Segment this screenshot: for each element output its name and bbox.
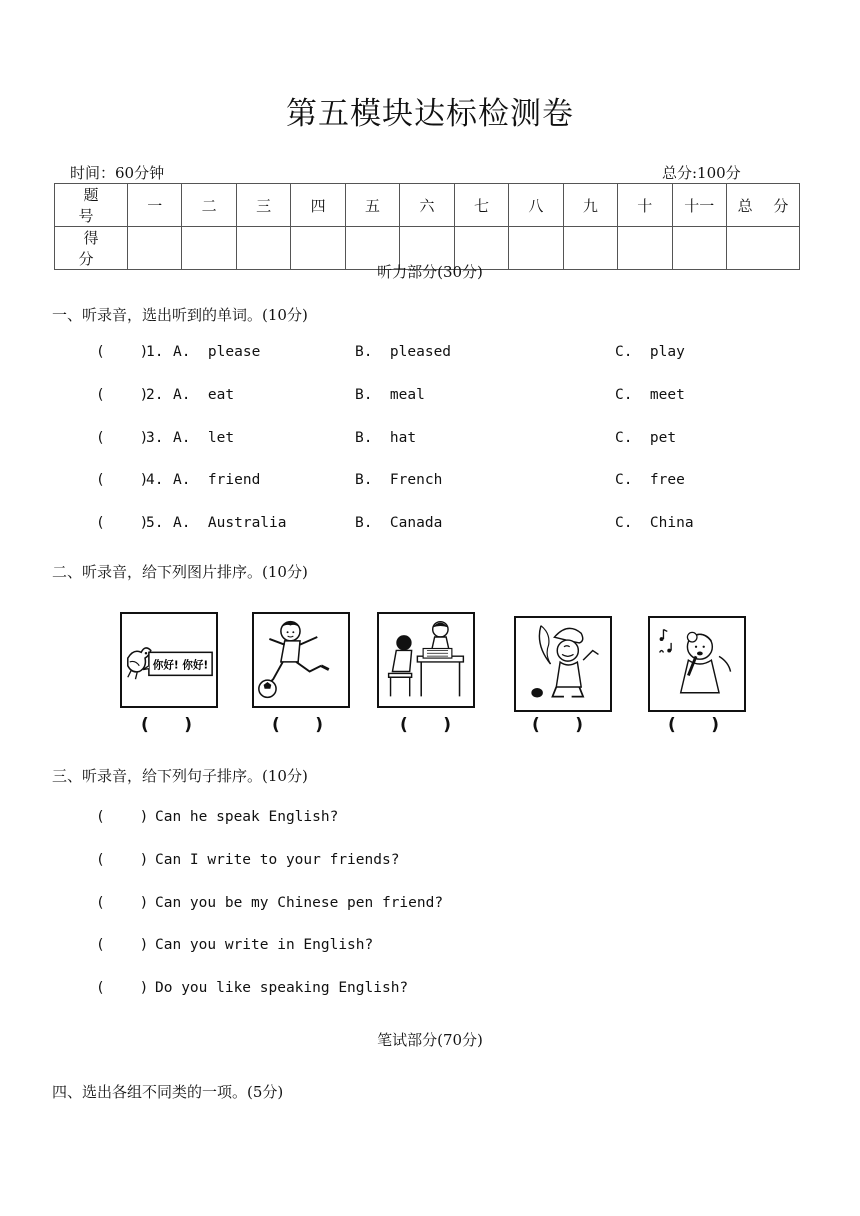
- sentence-text: Do you like speaking English?: [155, 980, 409, 996]
- sentence-text: Can you write in English?: [155, 937, 374, 953]
- answer-paren[interactable]: ( ): [96, 344, 149, 360]
- boy-football-icon: [254, 614, 348, 706]
- section3-title: 三、听录音，给下列句子排序。(10分): [52, 767, 308, 785]
- option-a: A. eat: [173, 387, 235, 403]
- option-a: A. Australia: [173, 515, 287, 531]
- sentence-text: Can you be my Chinese pen friend?: [155, 895, 444, 911]
- picture-girl-singing: [648, 616, 746, 712]
- answer-paren[interactable]: ( ): [96, 852, 149, 868]
- picture-answer-paren-1[interactable]: ( ): [141, 715, 193, 735]
- score-col-5: 五: [345, 184, 399, 227]
- option-b: B. meal: [355, 387, 425, 403]
- score-col-7: 七: [454, 184, 508, 227]
- item-number: 1.: [146, 344, 164, 360]
- score-col-9: 九: [563, 184, 617, 227]
- option-c: C. pet: [615, 430, 677, 446]
- answer-paren[interactable]: ( ): [96, 937, 149, 953]
- option-a: A. friend: [173, 472, 261, 488]
- score-table-header-row: [55, 184, 800, 227]
- item-number: 3.: [146, 430, 164, 446]
- item-number: 2.: [146, 387, 164, 403]
- answer-paren[interactable]: ( ): [96, 895, 149, 911]
- sentence-text: Can he speak English?: [155, 809, 339, 825]
- score-col-10: 十: [618, 184, 672, 227]
- answer-paren[interactable]: ( ): [96, 515, 149, 531]
- option-a: A. please: [173, 344, 261, 360]
- score-col-3: 三: [236, 184, 290, 227]
- picture-answer-paren-3[interactable]: ( ): [400, 715, 452, 735]
- picture-answer-paren-4[interactable]: ( ): [532, 715, 584, 735]
- option-b: B. French: [355, 472, 443, 488]
- option-b: B. Canada: [355, 515, 443, 531]
- option-a: A. let: [173, 430, 235, 446]
- score-col-6: 六: [400, 184, 454, 227]
- bubble-text: 你好! 你好!: [152, 659, 209, 672]
- picture-answer-paren-2[interactable]: ( ): [272, 715, 324, 735]
- score-table-row2-label: 得 分: [55, 227, 128, 270]
- picture-boy-football: [252, 612, 350, 708]
- section2-title: 二、听录音，给下列图片排序。(10分): [52, 563, 308, 581]
- total-score-label: 总分:100分: [662, 164, 741, 182]
- section1-title: 一、听录音，选出听到的单词。(10分): [52, 306, 308, 324]
- answer-paren[interactable]: ( ): [96, 472, 149, 488]
- option-b: B. pleased: [355, 344, 452, 360]
- score-col-11: 十一: [672, 184, 726, 227]
- section4-title: 四、选出各组不同类的一项。(5分): [52, 1083, 284, 1101]
- score-col-2: 二: [182, 184, 236, 227]
- picture-boys-writing: [377, 612, 475, 708]
- smurf-quill-icon: [516, 618, 610, 710]
- score-col-1: 一: [128, 184, 182, 227]
- score-table: [54, 183, 800, 270]
- option-c: C. play: [615, 344, 685, 360]
- time-label: 时间：60分钟: [70, 164, 165, 182]
- picture-answer-paren-5[interactable]: ( ): [668, 715, 720, 735]
- option-b: B. hat: [355, 430, 417, 446]
- girl-singing-icon: [650, 618, 744, 710]
- writing-header: 笔试部分(70分): [377, 1031, 483, 1049]
- picture-bird-greeting: [120, 612, 218, 708]
- sentence-text: Can I write to your friends?: [155, 852, 400, 868]
- listening-header: 听力部分(30分): [377, 263, 483, 281]
- option-c: C. China: [615, 515, 694, 531]
- answer-paren[interactable]: ( ): [96, 980, 149, 996]
- option-c: C. free: [615, 472, 685, 488]
- score-col-total: 总 分: [727, 184, 800, 227]
- item-number: 5.: [146, 515, 164, 531]
- option-c: C. meet: [615, 387, 685, 403]
- page-title: 第五模块达标检测卷: [286, 96, 574, 132]
- score-table-row1-label: 题 号: [55, 184, 128, 227]
- answer-paren[interactable]: ( ): [96, 387, 149, 403]
- answer-paren[interactable]: ( ): [96, 430, 149, 446]
- item-number: 4.: [146, 472, 164, 488]
- picture-smurf-writing: [514, 616, 612, 712]
- score-col-4: 四: [291, 184, 345, 227]
- bird-icon: [122, 614, 216, 706]
- answer-paren[interactable]: ( ): [96, 809, 149, 825]
- score-col-8: 八: [509, 184, 563, 227]
- boys-desk-icon: [379, 614, 473, 706]
